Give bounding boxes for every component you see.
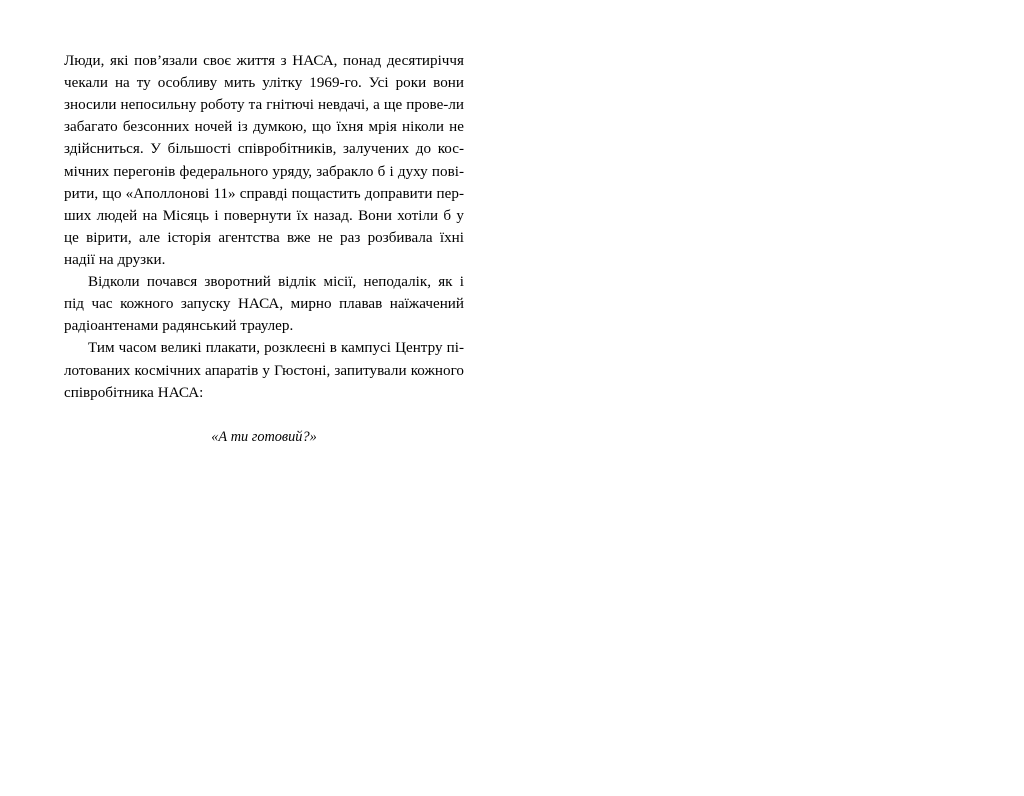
paragraph-1: Люди, які пов’язали своє життя з НАСА, понад десятиріччя чекали на ту особливу мить улітку 1969-го. Усі роки вони зносили непосильну роботу та гнітючі невдачі, а ще прове-ли забагато безсонних ночей із думкою, що їхня мрія ніколи не здійсниться. У більшості співробітників, залучених до кос-мічних перегонів федерального уряду, забракло б і духу пові-рити, що «Аполлонові 11» справді пощастить доправити пер-ших людей на Місяць і повернути їх назад. Вони хотіли б у це вірити, але історія агентства вже не раз розбивала їхні надії на друзки. [64,53,464,268]
text-column [64,50,464,447]
paragraph-2: Відколи почався зворотний відлік місії, неподалік, як і під час кожного запуску НАСА, мирно плавав наїжачений радіоантенами радянський траулер. [64,274,464,335]
paragraph-3: Тим часом великі плакати, розклеєні в кампусі Центру пі-лотованих космічних апаратів у Гюстоні, запитували кожного співробітника НАСА: [64,340,464,401]
pull-quote: «А ти готовий?» [211,428,317,445]
